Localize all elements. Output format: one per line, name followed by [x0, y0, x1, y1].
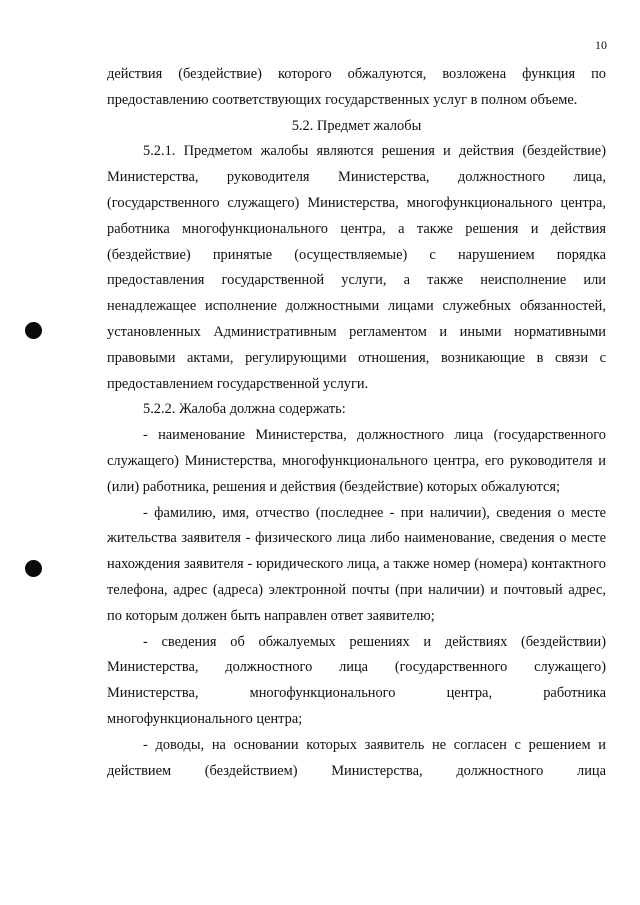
list-item-name: - наименование Министерства, должностного лица (государственного служащего) Министерства, многофункционального центра, его руководителя и (или) работника, решения и действия (бездействие) которых обжалуются; — [107, 427, 606, 495]
document-body — [107, 62, 606, 784]
list-item-arguments: - доводы, на основании которых заявитель не согласен с решением и действием (бездействием) Министерства, должностного лица — [107, 736, 606, 779]
paragraph-5-2-2: 5.2.2. Жалоба должна содержать: — [143, 401, 346, 418]
paragraph-continuation: действия (бездействие) которого обжалуются, возложена функция по предоставлению соответствующих государственных услуг в полном объеме. — [107, 66, 606, 108]
list-item-applicant: - фамилию, имя, отчество (последнее - при наличии), сведения о месте жительства заявителя - физического лица либо наименование, сведения о месте нахождения заявителя - юридического лица, а также номер (номера) контактного телефона, адрес (адреса) электронной почты (при наличии) и почтовый адрес, по которым должен быть направлен ответ заявителю; — [107, 504, 606, 624]
list-item-decisions: - сведения об обжалуемых решениях и действиях (бездействии) Министерства, должностного лица (государственного служащего) Министерства, многофункционального центра, работника многофункционального центра; — [107, 633, 606, 727]
paragraph-5-2-1: 5.2.1. Предметом жалобы являются решения и действия (бездействие) Министерства, руководителя Министерства, должностного лица, (государственного служащего) Министерства, многофункционального центра, работника многофункционального центра, а также решения и действия (бездействие) принятые (осуществляемые) с нарушением порядка предоставления государственной услуги, а также неисполнение или ненадлежащее исполнение должностными лицами служебных обязанностей, установленных Административным регламентом и иными нормативными правовыми актами, регулирующими отношения, возникающие в связи с предоставлением государственной услуги. — [107, 143, 606, 392]
punch-hole-top — [25, 322, 42, 339]
section-heading: 5.2. Предмет жалобы — [291, 117, 422, 134]
punch-hole-bottom — [25, 560, 42, 577]
page-number: 10 — [595, 38, 607, 52]
